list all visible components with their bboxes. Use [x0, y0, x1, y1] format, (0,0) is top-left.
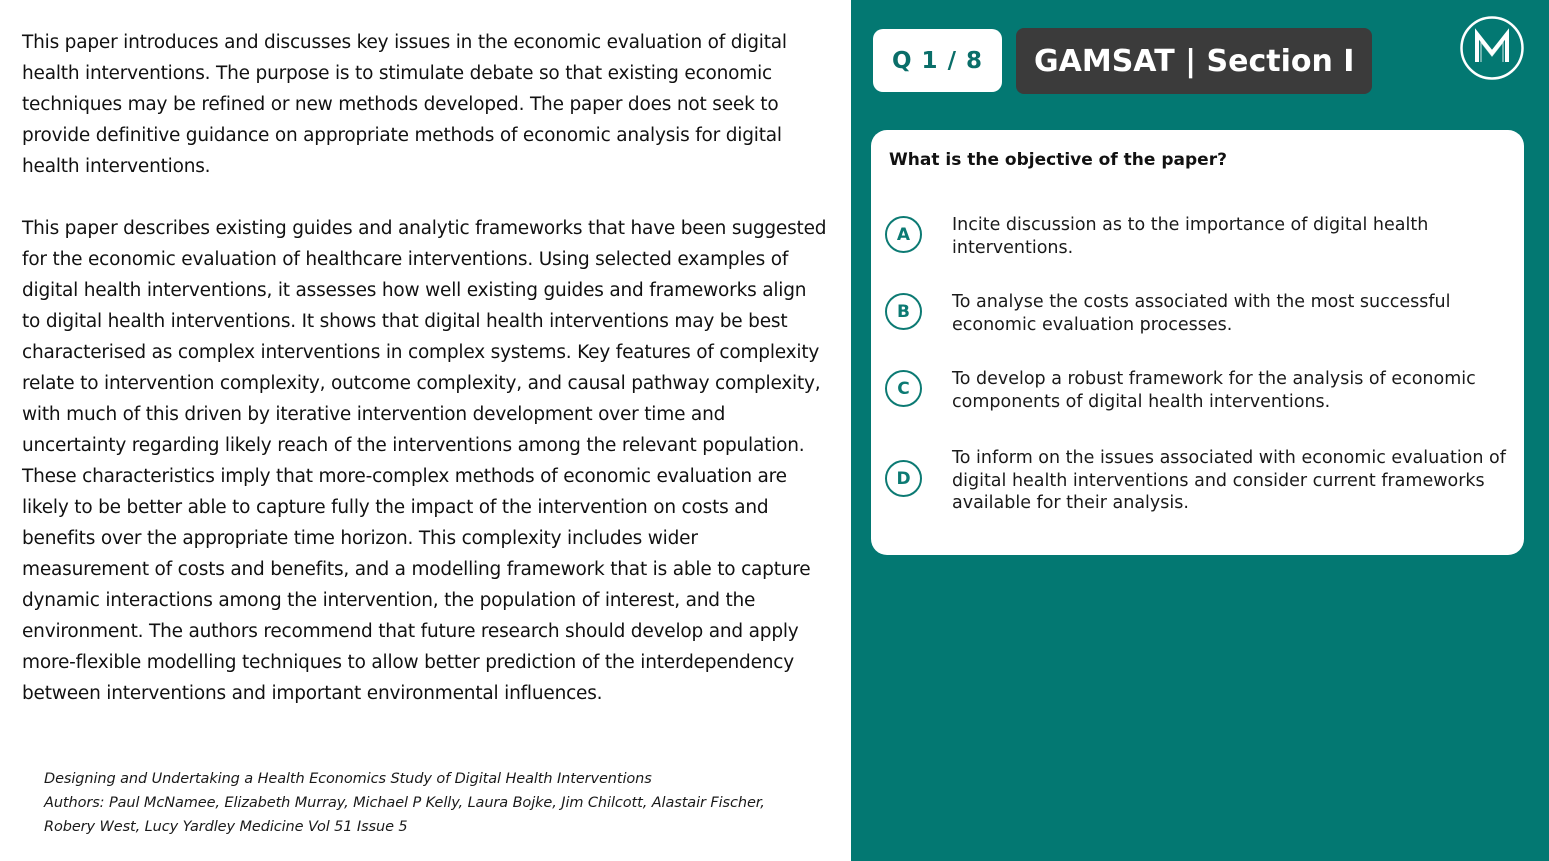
option-c-radio[interactable]: C: [885, 370, 922, 407]
passage-paragraph-1: This paper introduces and discusses key issues in the economic evaluation of digital health interventions. The purpose is to stimulate debate so that existing economic techniques may be refined or new methods developed. The paper does not seek to provide definitive guidance on appropriate methods of economic analysis for digital health interventions.: [22, 32, 787, 177]
question-text: What is the objective of the paper?: [889, 150, 1227, 170]
m-monogram-logo-icon: [1459, 15, 1525, 81]
question-counter-badge: Q 1 / 8: [873, 29, 1002, 92]
citation-source: Robery West, Lucy Yardley Medicine Vol 51 Issue 5: [44, 819, 408, 835]
option-a-text[interactable]: Incite discussion as to the importance of digital health interventions.: [952, 215, 1429, 258]
option-d-text[interactable]: To inform on the issues associated with economic evaluation of digital health interventions and consider current frameworks available for their analysis.: [952, 448, 1506, 513]
citation-title: Designing and Undertaking a Health Economics Study of Digital Health Interventions: [44, 771, 652, 787]
option-c-text[interactable]: To develop a robust framework for the analysis of economic components of digital health interventions.: [952, 369, 1476, 412]
option-d-radio[interactable]: D: [885, 460, 922, 497]
section-title-badge: GAMSAT | Section I: [1016, 28, 1372, 94]
option-b-text[interactable]: To analyse the costs associated with the most successful economic evaluation processes.: [952, 292, 1451, 335]
option-a-radio[interactable]: A: [885, 216, 922, 253]
citation: [44, 767, 824, 839]
passage-paragraph-2: This paper describes existing guides and analytic frameworks that have been suggested for the economic evaluation of healthcare interventions. Using selected examples of digital health interventions, it assesses how well existing guides and frameworks align to digital health interventions. It shows that digital health interventions may be best characterised as complex interventions in complex systems. Key features of complexity relate to intervention complexity, outcome complexity, and causal pathway complexity, with much of this driven by iterative intervention development over time and uncertainty regarding likely reach of the interventions among the relevant population. These characteristics imply that more-complex methods of economic evaluation are likely to be better able to capture fully the impact of the intervention on costs and benefits over the appropriate time horizon. This complexity includes wider measurement of costs and benefits, and a modelling framework that is able to capture dynamic interactions among the intervention, the population of interest, and the environment. The authors recommend that future research should develop and apply more-flexible modelling techniques to allow better prediction of the interdependency between interventions and important environmental influences.: [22, 218, 827, 704]
option-b-radio[interactable]: B: [885, 293, 922, 330]
citation-authors: Authors: Paul McNamee, Elizabeth Murray, Michael P Kelly, Laura Bojke, Jim Chilcott, Alastair Fischer,: [44, 795, 765, 811]
question-card: [871, 130, 1524, 555]
question-panel: [851, 0, 1549, 861]
